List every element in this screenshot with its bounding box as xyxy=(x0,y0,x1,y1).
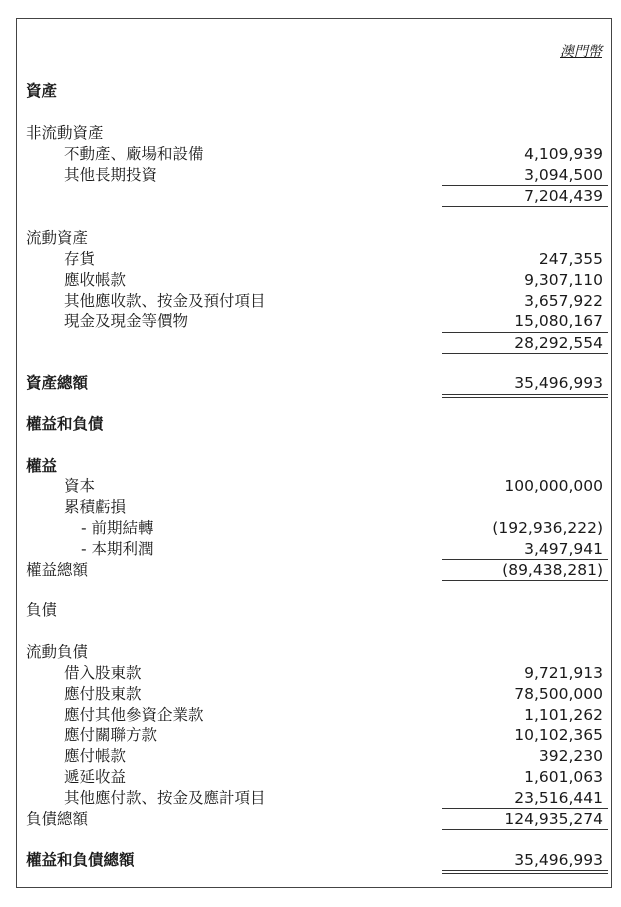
table-row xyxy=(17,725,611,745)
assets-heading-row xyxy=(17,81,611,101)
total-assets-value: 35,496,993 xyxy=(514,374,603,392)
table-row xyxy=(17,746,611,766)
row-value: 78,500,000 xyxy=(514,685,603,703)
equity-liabilities-heading-row xyxy=(17,414,611,434)
balance-sheet-frame xyxy=(16,18,612,888)
grand-total-row xyxy=(17,850,611,870)
subtotal-rule xyxy=(442,829,608,830)
grand-total-double-rule xyxy=(442,870,608,874)
grand-total-label: 權益和負債總額 xyxy=(26,851,135,869)
table-row xyxy=(17,476,611,496)
current-period-value: 3,497,941 xyxy=(524,540,603,558)
row-label: 遞延收益 xyxy=(64,768,127,786)
accumulated-loss-label: 累積虧損 xyxy=(64,498,127,516)
assets-heading: 資產 xyxy=(26,82,58,100)
table-row xyxy=(17,788,611,808)
row-label: 應收帳款 xyxy=(64,271,127,289)
current-subtotal: 28,292,554 xyxy=(514,334,603,352)
non-current-assets-heading-row xyxy=(17,123,611,143)
non-current-subtotal-row xyxy=(17,186,611,206)
total-double-rule xyxy=(442,394,608,398)
row-value: 4,109,939 xyxy=(524,145,603,163)
current-assets-heading: 流動資產 xyxy=(26,229,89,247)
row-label: 現金及現金等價物 xyxy=(64,312,189,330)
table-row xyxy=(17,497,611,517)
table-row xyxy=(17,144,611,164)
row-label: 應付股東款 xyxy=(64,685,142,703)
current-liabilities-heading: 流動負債 xyxy=(26,643,89,661)
table-row xyxy=(17,663,611,683)
row-label: 存貨 xyxy=(64,250,96,268)
row-value: 3,094,500 xyxy=(524,166,603,184)
row-value: 392,230 xyxy=(538,747,603,765)
subtotal-rule xyxy=(442,206,608,207)
equity-heading: 權益 xyxy=(26,457,58,475)
non-current-assets-heading: 非流動資產 xyxy=(26,124,104,142)
row-value: 9,721,913 xyxy=(524,664,603,682)
row-label: 應付帳款 xyxy=(64,747,127,765)
equity-heading-row xyxy=(17,456,611,476)
total-equity-label: 權益總額 xyxy=(26,561,89,579)
table-row xyxy=(17,767,611,787)
prior-period-label: - 前期結轉 xyxy=(81,519,154,537)
row-label: 其他長期投資 xyxy=(64,166,158,184)
subtotal-rule xyxy=(442,353,608,354)
total-liabilities-value: 124,935,274 xyxy=(504,810,603,828)
row-value: 1,101,262 xyxy=(524,706,603,724)
row-value: 1,601,063 xyxy=(524,768,603,786)
non-current-subtotal: 7,204,439 xyxy=(524,187,603,205)
table-row xyxy=(17,684,611,704)
total-liabilities-row xyxy=(17,809,611,829)
grand-total-value: 35,496,993 xyxy=(514,851,603,869)
table-row xyxy=(17,705,611,725)
row-value: 247,355 xyxy=(538,250,603,268)
table-row xyxy=(17,165,611,185)
total-assets-label: 資產總額 xyxy=(26,374,89,392)
current-period-label: - 本期利潤 xyxy=(81,540,154,558)
table-row xyxy=(17,270,611,290)
currency-unit: 澳門幣 xyxy=(560,44,602,60)
row-value: 9,307,110 xyxy=(524,271,603,289)
row-label: 不動產、廠場和設備 xyxy=(64,145,204,163)
current-subtotal-row xyxy=(17,333,611,353)
liabilities-heading-row xyxy=(17,600,611,620)
row-label: 應付關聯方款 xyxy=(64,726,158,744)
subtotal-rule xyxy=(442,580,608,581)
row-value: 10,102,365 xyxy=(514,726,603,744)
row-label: 其他應付款、按金及應計項目 xyxy=(64,789,266,807)
table-row xyxy=(17,539,611,559)
capital-value: 100,000,000 xyxy=(504,477,603,495)
total-liabilities-label: 負債總額 xyxy=(26,810,89,828)
total-equity-value: (89,438,281) xyxy=(502,561,603,579)
row-value: 23,516,441 xyxy=(514,789,603,807)
capital-label: 資本 xyxy=(64,477,96,495)
equity-liabilities-heading: 權益和負債 xyxy=(26,415,104,433)
prior-period-value: (192,936,222) xyxy=(492,519,603,537)
row-label: 其他應收款、按金及預付項目 xyxy=(64,292,266,310)
row-value: 15,080,167 xyxy=(514,312,603,330)
row-label: 借入股東款 xyxy=(64,664,142,682)
table-row xyxy=(17,311,611,331)
table-row xyxy=(17,291,611,311)
row-value: 3,657,922 xyxy=(524,292,603,310)
total-assets-row xyxy=(17,373,611,393)
table-row xyxy=(17,249,611,269)
liabilities-heading: 負債 xyxy=(26,601,58,619)
current-liabilities-heading-row xyxy=(17,642,611,662)
total-equity-row xyxy=(17,560,611,580)
current-assets-heading-row xyxy=(17,228,611,248)
row-label: 應付其他參資企業款 xyxy=(64,706,204,724)
table-row xyxy=(17,518,611,538)
